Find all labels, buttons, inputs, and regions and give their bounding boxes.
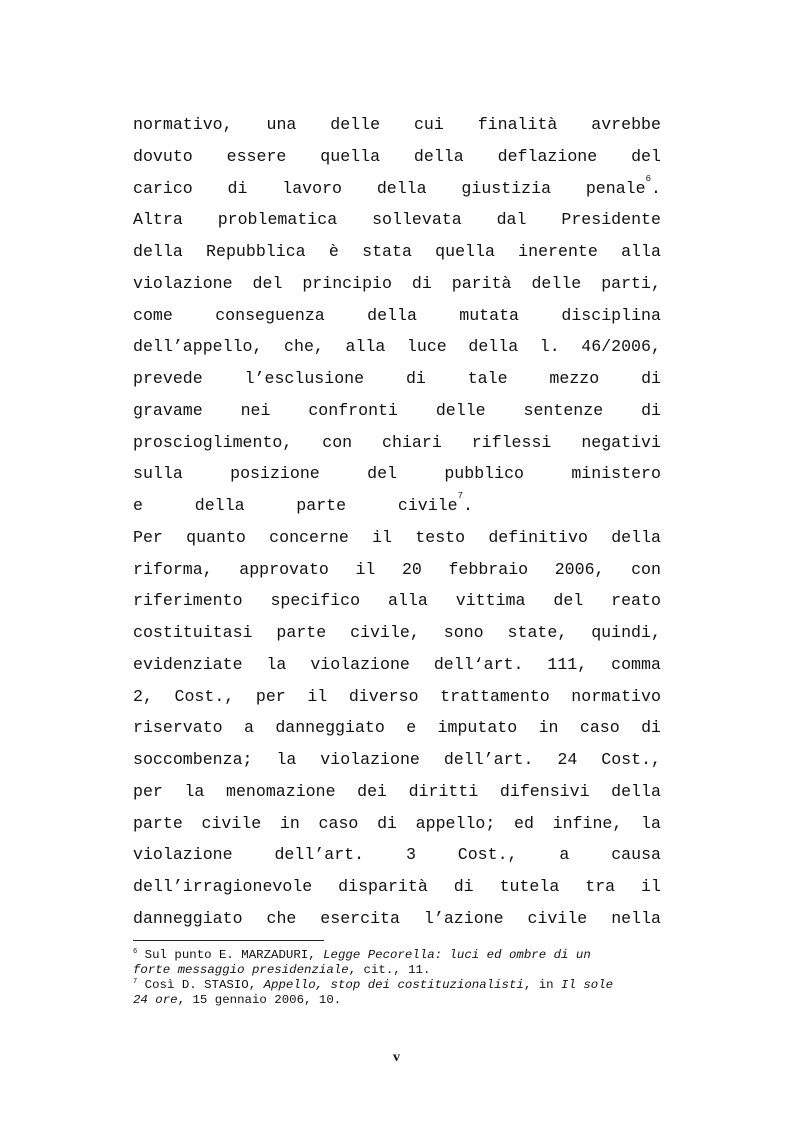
word: nella (611, 908, 661, 928)
footnote-6-number: 6 (133, 948, 138, 956)
word: tale (467, 369, 508, 388)
body-line (133, 109, 661, 141)
word: dell’appello, (133, 337, 263, 357)
word: dell’art. (274, 845, 365, 865)
word: con (322, 432, 353, 452)
word: Cost., (601, 750, 661, 769)
word: evidenziate (133, 654, 243, 674)
word: riforma, (133, 559, 213, 579)
footnote-7-number: 7 (133, 978, 138, 986)
body-line (133, 427, 661, 459)
footnote-6-prefix: Sul punto E. MARZADURI, (137, 948, 324, 962)
word: conseguenza (215, 305, 325, 325)
footnote-6-line-2 (133, 963, 663, 978)
word: di (227, 178, 248, 198)
body-line (133, 585, 661, 617)
word: tra (585, 877, 616, 896)
word: Repubblica (206, 242, 306, 261)
body-line (133, 395, 661, 427)
word: 24 (557, 750, 578, 769)
word: del (631, 146, 661, 166)
body-line (133, 554, 661, 586)
word: dovuto (133, 146, 193, 166)
body-line (133, 236, 661, 268)
word: normativo, (133, 115, 233, 134)
word: riferimento (133, 591, 243, 611)
word: cui (413, 115, 444, 134)
word: quanto (186, 527, 246, 547)
word: in (538, 718, 559, 738)
word: sono (443, 623, 484, 642)
word: trattamento (440, 686, 550, 706)
body-line (133, 712, 661, 744)
word: inerente (518, 242, 598, 261)
word: violazione (310, 654, 410, 674)
word: l’esclusione (244, 369, 365, 388)
word: quella (320, 146, 381, 166)
word: prevede (133, 369, 203, 388)
word: con (631, 559, 661, 579)
word: alla (345, 337, 386, 357)
word: normativo (571, 686, 661, 706)
word: dal (496, 210, 527, 230)
word: disciplina (561, 305, 661, 325)
word: e (406, 718, 417, 738)
word: Cost., (457, 845, 518, 865)
word: sollevata (372, 210, 462, 230)
word: state, (507, 623, 568, 642)
word: della (611, 781, 661, 801)
word: e (133, 496, 143, 515)
footnote-separator (133, 940, 324, 941)
word: civile$^7$. (397, 491, 473, 515)
word: finalità (477, 115, 558, 134)
body-line (133, 141, 661, 173)
word: dell’art. (443, 750, 534, 769)
body-line (133, 776, 661, 808)
word: luce (406, 337, 447, 357)
word: la (266, 654, 287, 674)
word: di (641, 400, 661, 420)
word: gravame (133, 400, 203, 420)
word: parte (133, 813, 183, 833)
word: testo (415, 527, 466, 547)
word: carico (133, 178, 193, 198)
body-line (133, 331, 661, 363)
word: di (641, 369, 661, 388)
word: violazione (133, 273, 233, 293)
word: esercita (320, 908, 400, 928)
word: negativi (581, 432, 661, 452)
word: comma (611, 654, 661, 674)
word: febbraio (448, 559, 529, 579)
word: diverso (348, 686, 419, 706)
word: l. (539, 337, 560, 357)
word: menomazione (225, 781, 336, 801)
body-line (133, 522, 661, 554)
word: alla (387, 591, 428, 611)
word: sulla (133, 464, 183, 484)
footnote-7-line-2 (133, 993, 663, 1008)
word: ministero (571, 464, 661, 484)
word: vittima (455, 591, 526, 611)
word: il (307, 686, 328, 706)
word: di (405, 369, 426, 388)
footnote-7-prefix: Così D. STASIO, (137, 978, 264, 992)
word: causa (611, 845, 661, 865)
word: pubblico (444, 464, 524, 484)
word: del (367, 464, 397, 484)
word: che, (284, 337, 324, 357)
word: 111, (547, 654, 588, 674)
word: parità (451, 273, 512, 293)
body-line (133, 839, 661, 871)
body-line (133, 490, 473, 522)
page-number: v (393, 1050, 400, 1065)
word: infine, (552, 813, 623, 833)
word: riflessi (471, 432, 552, 452)
word: di (641, 718, 661, 738)
word: avrebbe (591, 115, 661, 134)
word: imputato (437, 718, 518, 738)
body-line (133, 744, 661, 776)
word: civile (527, 908, 588, 928)
word: una (266, 115, 297, 134)
word: civile, (350, 623, 420, 642)
word: per (133, 781, 163, 801)
word: delle (435, 400, 486, 420)
word: della (133, 242, 183, 261)
word: deflazione (497, 146, 598, 166)
word: Presidente (561, 210, 661, 230)
word: concerne (269, 527, 349, 547)
word: definitivo (488, 527, 588, 547)
word: danneggiato (275, 718, 385, 738)
word: diritti (408, 781, 479, 801)
punctuation: . (650, 178, 661, 198)
word: lavoro (282, 178, 343, 198)
word: della (194, 496, 245, 515)
body-line (133, 649, 661, 681)
word: quella (435, 242, 495, 261)
word: parti, (601, 273, 661, 293)
word: tutela (499, 877, 560, 896)
body-line (133, 458, 661, 490)
word: di (453, 877, 474, 896)
word: in (279, 813, 300, 833)
word: ed (514, 813, 534, 833)
word: Altra (133, 210, 183, 230)
word: a (243, 718, 254, 738)
word: il (372, 527, 393, 547)
word: stata (362, 242, 412, 261)
word: alla (621, 242, 661, 261)
word: principio (302, 273, 392, 293)
body-line (133, 268, 661, 300)
word: specifico (270, 591, 361, 611)
word: chiari (382, 432, 442, 452)
body-line (133, 808, 661, 840)
word: il (355, 559, 376, 579)
word: l’azione (423, 908, 504, 928)
word: di (411, 273, 432, 293)
footnote-7-source-part1: Il sole (561, 978, 614, 992)
body-line (133, 204, 661, 236)
word: Cost., (174, 686, 235, 706)
word: 46/2006, (581, 337, 661, 357)
word: riservato (133, 718, 223, 738)
word: mutata (459, 305, 520, 325)
word: il (641, 877, 661, 896)
body-line (133, 681, 661, 713)
word: problematica (217, 210, 338, 230)
word: del (553, 591, 584, 611)
footnote-ref-6: 6 (645, 173, 651, 184)
word: nei (240, 400, 271, 420)
word: 3 (405, 845, 416, 865)
word: dei (357, 781, 387, 801)
word: Per (133, 527, 163, 547)
word: reato (611, 591, 661, 611)
word: per (255, 686, 286, 706)
footnote-6-title-part2: forte messaggio presidenziale (133, 963, 349, 977)
word: delle (531, 273, 582, 293)
body-line (133, 363, 661, 395)
footnote-7-middle: , in (523, 978, 562, 992)
footnote-6-suffix: , cit., 11. (348, 963, 431, 977)
word: appello; (415, 813, 496, 833)
word: della (468, 337, 519, 357)
word: della (367, 305, 417, 325)
word: caso (579, 718, 620, 738)
word: disparità (338, 877, 428, 896)
word: violazione (320, 750, 420, 769)
body-line (133, 300, 661, 332)
word: dell’irragionevole (133, 877, 313, 896)
footnote-6-title-part1: Legge Pecorella: luci ed ombre di un (323, 948, 591, 962)
footnote-6-line-1 (133, 948, 663, 963)
footnote-7-source-part2: 24 ore (133, 993, 178, 1007)
word: 2, (133, 686, 153, 706)
word: parte (276, 623, 327, 642)
footnote-ref-7: 7 (457, 491, 464, 501)
word: essere (226, 146, 287, 166)
word: proscioglimento, (133, 432, 293, 452)
word: della (413, 146, 464, 166)
word: confronti (308, 400, 398, 420)
footnotes (133, 948, 663, 1008)
word: 20 (401, 559, 422, 579)
body-line (133, 903, 661, 935)
word: la (184, 781, 205, 801)
word: dell‘art. (433, 654, 524, 674)
word: la (641, 813, 661, 833)
word: a (559, 845, 570, 865)
word: violazione (133, 845, 233, 865)
word: delle (330, 115, 381, 134)
word: costituitasi (133, 623, 253, 642)
word: mezzo (549, 369, 600, 388)
word: di (377, 813, 397, 833)
word: difensivi (499, 781, 590, 801)
word: 2006, (554, 559, 605, 579)
word: soccombenza; (133, 750, 253, 769)
body-text (133, 109, 661, 935)
word: civile (201, 813, 262, 833)
word: caso (318, 813, 359, 833)
body-line (133, 173, 661, 205)
word: posizione (230, 464, 320, 484)
word: come (133, 305, 173, 325)
footnote-7-title: Appello, stop dei costituzionalisti (263, 978, 524, 992)
word: penale$^6$. (585, 173, 661, 198)
word: quindi, (591, 623, 661, 642)
word: la (276, 750, 297, 769)
word: della (611, 527, 661, 547)
word: approvato (239, 559, 329, 579)
word: che (266, 908, 297, 928)
punctuation: . (463, 496, 473, 515)
word: del (252, 273, 283, 293)
word: danneggiato (133, 908, 243, 928)
body-line (133, 871, 661, 903)
word: parte (296, 496, 347, 515)
word: giustizia (461, 178, 552, 198)
word: è (328, 242, 339, 261)
word: sentenze (523, 400, 604, 420)
footnote-7-line-1 (133, 978, 663, 993)
footnote-7-suffix: , 15 gennaio 2006, 10. (177, 993, 342, 1007)
body-line (133, 617, 661, 649)
word: della (376, 178, 427, 198)
